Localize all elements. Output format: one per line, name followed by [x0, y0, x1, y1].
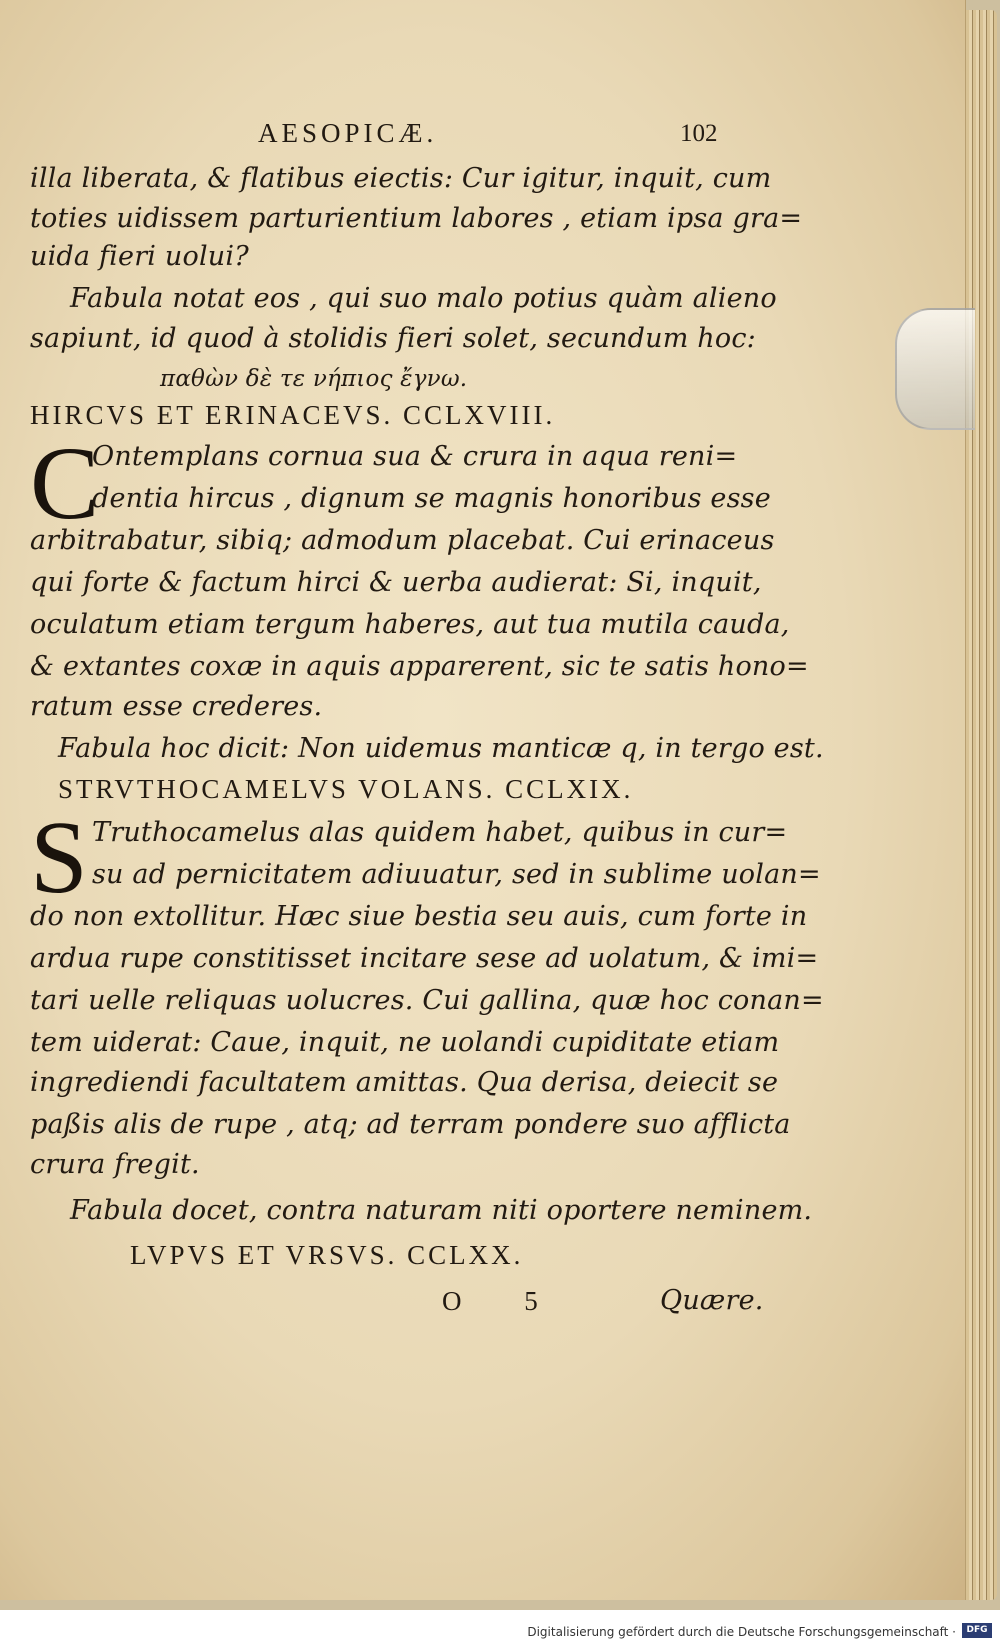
text-line: illa liberata, & flatibus eiectis: Cur igitur, inquit, cum	[30, 163, 772, 194]
text-line: arbitrabatur, sibiq; admodum placebat. Cui erinaceus	[30, 525, 775, 556]
fable-title: HIRCVS ET ERINACEVS. CCLXVIII.	[30, 400, 556, 430]
text-line: sapiunt, id quod à stolidis fieri solet, secundum hoc:	[30, 323, 756, 354]
text-line: ratum esse crederes.	[30, 691, 323, 722]
text-line: toties uidissem parturientium labores , etiam ipsa gra=	[30, 203, 803, 234]
signature-mark: O 5	[442, 1286, 566, 1316]
digitization-credit: Digitalisierung gefördert durch die Deutsche Forschungsgemeinschaft ·	[527, 1625, 956, 1639]
text-line: ardua rupe constitisset incitare sese ad uolatum, & imi=	[30, 943, 819, 974]
dfg-logo: DFG	[962, 1623, 992, 1638]
text-line: oculatum etiam tergum haberes, aut tua mutila cauda,	[30, 609, 790, 640]
text-line: crura fregit.	[30, 1149, 200, 1180]
text-line: ingrediendi facultatem amittas. Qua derisa, deiecit se	[30, 1067, 779, 1098]
drop-cap: C	[30, 426, 100, 541]
text-line: tem uiderat: Caue, inquit, ne uolandi cupiditate etiam	[30, 1027, 780, 1058]
text-line: dentia hircus , dignum se magnis honoribus esse	[92, 483, 771, 514]
greek-proverb: παθὼν δὲ τε νήπιος ἔγνω.	[160, 366, 468, 392]
fable-title: LVPVS ET VRSVS. CCLXX.	[130, 1240, 524, 1270]
text-line: & extantes coxæ in aquis apparerent, sic te satis hono=	[30, 651, 809, 682]
moral-line: Fabula docet, contra naturam niti oportere neminem.	[70, 1195, 813, 1226]
moral-line: Fabula hoc dicit: Non uidemus manticæ q, in tergo est.	[58, 733, 824, 764]
text-line: paßis alis de rupe , atq; ad terram pondere suo afflicta	[30, 1109, 791, 1140]
drop-cap: S	[30, 800, 88, 915]
moral-line: Fabula notat eos , qui suo malo potius quàm alieno	[70, 283, 777, 314]
text-line: Ontemplans cornua sua & crura in aqua reni=	[92, 441, 738, 472]
text-line: uida fieri uolui?	[30, 241, 249, 272]
text-line: su ad pernicitatem adiuuatur, sed in sublime uolan=	[92, 859, 821, 890]
book-clamp	[895, 308, 975, 430]
running-head: AESOPICÆ.	[258, 118, 438, 148]
catchword: Quære.	[660, 1285, 764, 1316]
fable-title: STRVTHOCAMELVS VOLANS. CCLXIX.	[58, 774, 634, 804]
text-line: tari uelle reliquas uolucres. Cui gallina, quæ hoc conan=	[30, 985, 824, 1016]
page-number: 102	[680, 120, 718, 147]
text-line: Truthocamelus alas quidem habet, quibus in cur=	[92, 817, 788, 848]
text-line: do non extollitur. Hæc siue bestia seu auis, cum forte in	[30, 901, 808, 932]
text-line: qui forte & factum hirci & uerba audierat: Si, inquit,	[30, 567, 762, 598]
